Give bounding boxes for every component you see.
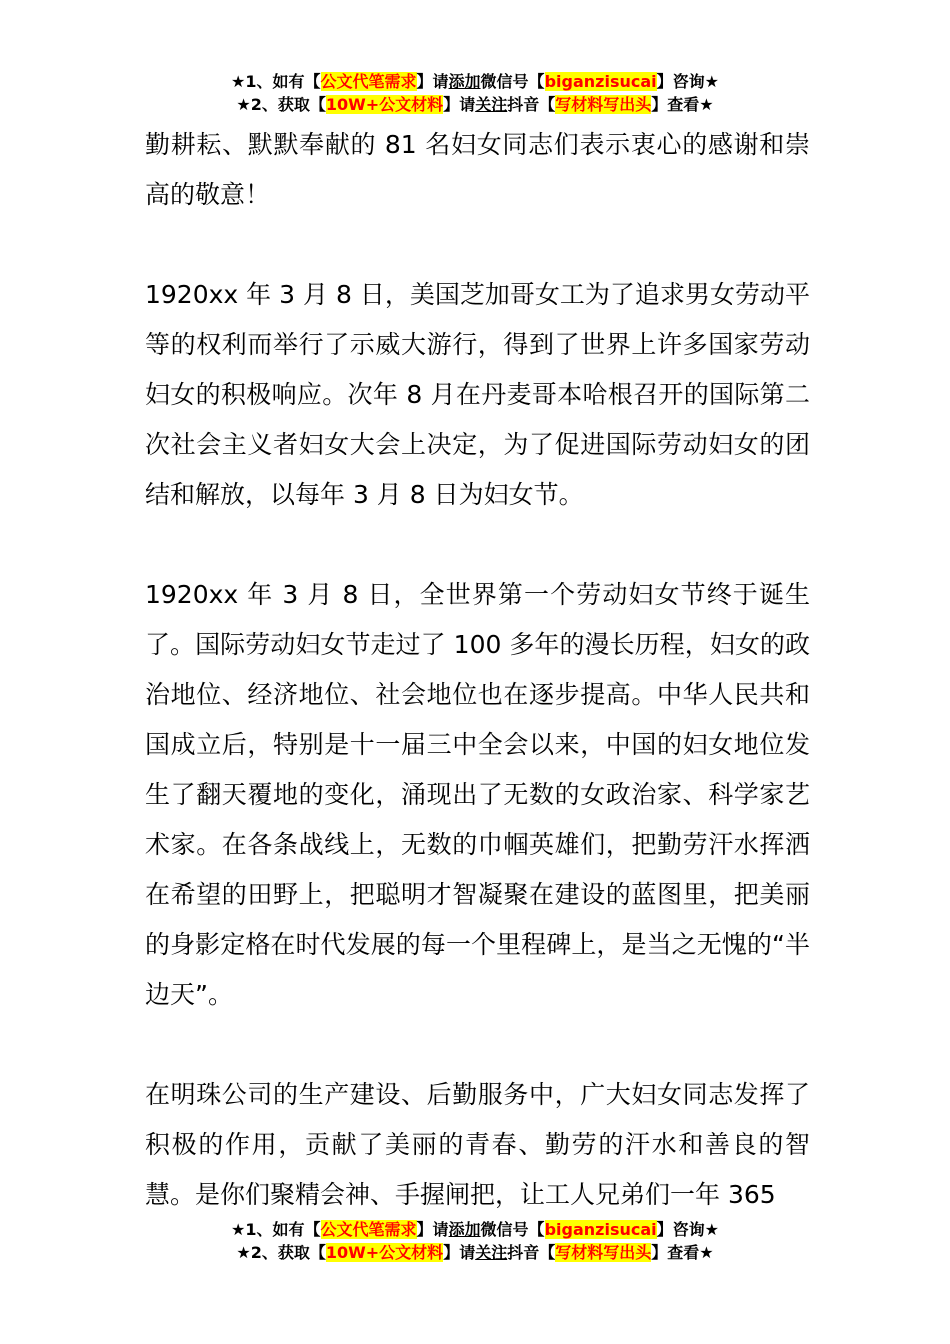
paragraph-2: 1920xx 年 3 月 8 日，美国芝加哥女工为了追求男女劳动平等的权利而举行了示威大游行，得到了世界上许多国家劳动妇女的积极响应。次年 8 月在丹麦哥本哈根召开的国际第二次社会主义者妇女大会上决定，为了促进国际劳动妇女的团结和解放，以每年 3 月 8 日为妇女节。: [145, 280, 810, 509]
banner-text: 微信号【: [480, 72, 545, 91]
banner-text: 】咨询★: [656, 1220, 719, 1239]
banner-underlined-text: 添加: [448, 1220, 481, 1239]
banner-highlight: 10W+公文材料: [325, 95, 444, 114]
banner-text: 】请: [416, 1220, 449, 1239]
banner-text: 】请: [443, 1243, 476, 1262]
banner-text: 抖音【: [507, 1243, 556, 1262]
document-body: [145, 120, 810, 1220]
banner-text: ★2、获取【: [236, 1243, 326, 1262]
banner-text: 】查看★: [651, 1243, 714, 1262]
banner-highlight: 公文代笔需求: [320, 1220, 417, 1239]
footer-banner-line-2: [0, 1241, 950, 1264]
banner-highlight: 写材料写出头: [555, 95, 652, 114]
header-banner-line-1: [0, 70, 950, 93]
footer-banner: [0, 1218, 950, 1264]
banner-text: 】请: [416, 72, 449, 91]
paragraph-1: 勤耕耘、默默奉献的 81 名妇女同志们表示衷心的感谢和崇高的敬意！: [145, 130, 810, 209]
header-banner: [0, 70, 950, 116]
header-banner-line-2: [0, 93, 950, 116]
paragraph-spacer: [145, 520, 810, 570]
banner-highlight: 公文代笔需求: [320, 72, 417, 91]
banner-highlight: biganzisucai: [544, 1220, 657, 1239]
banner-text: ★2、获取【: [236, 95, 326, 114]
paragraph-spacer: [145, 1020, 810, 1070]
banner-text: ★1、如有【: [231, 72, 321, 91]
banner-text: 微信号【: [480, 1220, 545, 1239]
paragraph-spacer: [145, 220, 810, 270]
banner-text: 】请: [443, 95, 476, 114]
banner-underlined-text: 添加: [448, 72, 481, 91]
banner-text: 抖音【: [507, 95, 556, 114]
banner-underlined-text: 关注: [475, 1243, 508, 1262]
paragraph-3: 1920xx 年 3 月 8 日，全世界第一个劳动妇女节终于诞生了。国际劳动妇女节走过了 100 多年的漫长历程，妇女的政治地位、经济地位、社会地位也在逐步提高。中华人民共和国成立后，特别是十一届三中全会以来，中国的妇女地位发生了翻天覆地的变化，涌现出了无数的女政治家、科学家艺术家。在各条战线上，无数的巾帼英雄们，把勤劳汗水挥洒在希望的田野上，把聪明才智凝聚在建设的蓝图里，把美丽的身影定格在时代发展的每一个里程碑上，是当之无愧的“半边天”。: [145, 580, 810, 1009]
banner-text: 】查看★: [651, 95, 714, 114]
banner-highlight: 写材料写出头: [555, 1243, 652, 1262]
banner-text: ★1、如有【: [231, 1220, 321, 1239]
banner-highlight: biganzisucai: [544, 72, 657, 91]
banner-text: 】咨询★: [656, 72, 719, 91]
banner-underlined-text: 关注: [475, 95, 508, 114]
banner-highlight: 10W+公文材料: [325, 1243, 444, 1262]
footer-banner-line-1: [0, 1218, 950, 1241]
paragraph-4: 在明珠公司的生产建设、后勤服务中，广大妇女同志发挥了积极的作用，贡献了美丽的青春、勤劳的汗水和善良的智慧。是你们聚精会神、手握闸把，让工人兄弟们一年 365: [145, 1080, 810, 1209]
